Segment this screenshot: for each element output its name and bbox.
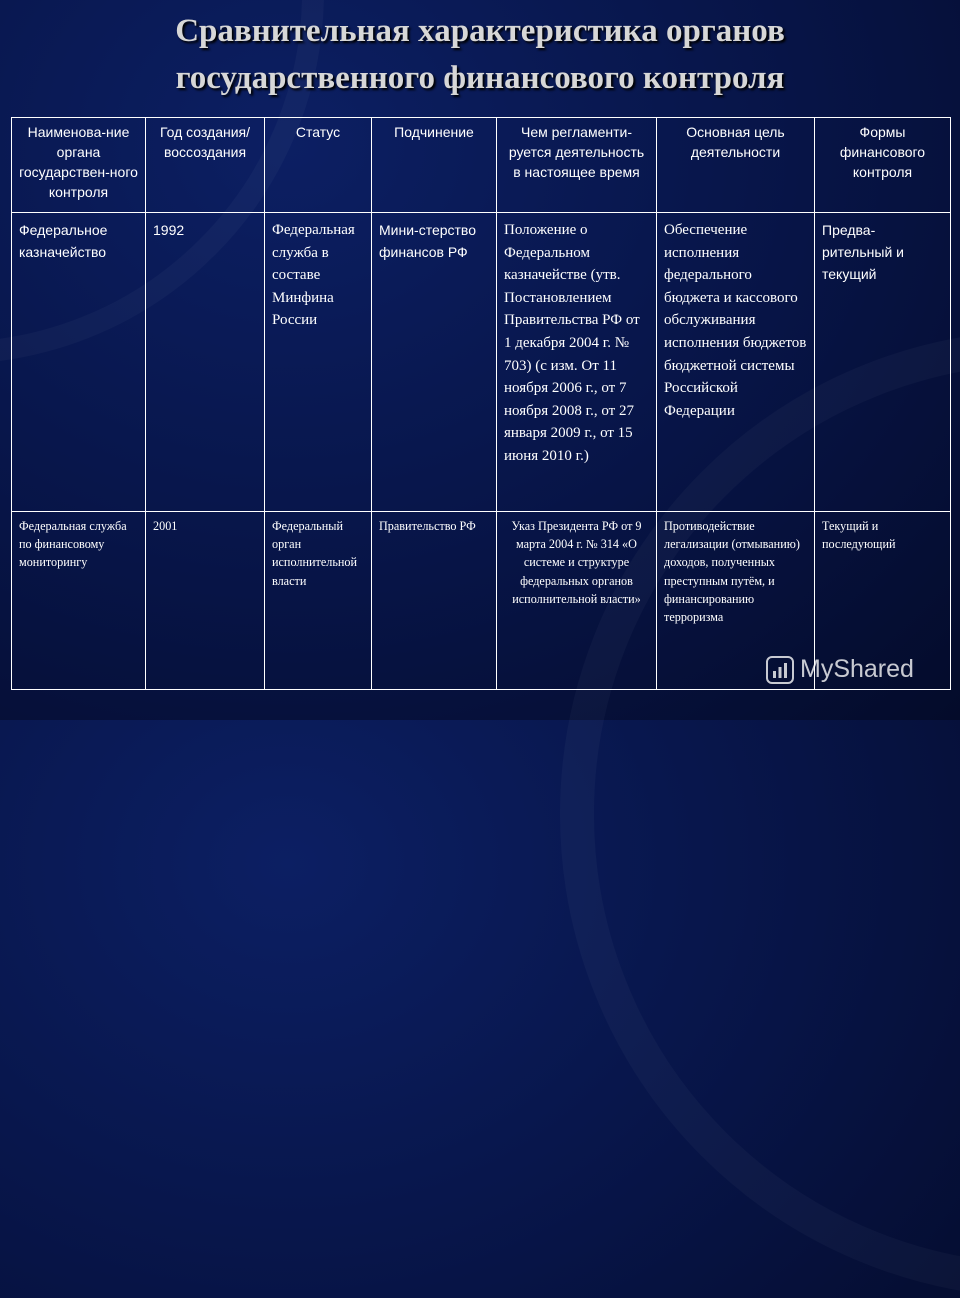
myshared-logo-icon [766, 656, 794, 684]
header-cell-goal: Основная цель деятельности [657, 118, 815, 213]
table-row [12, 213, 951, 512]
slide-title-line-2: государственного финансового контроля [175, 60, 785, 96]
slide-title [0, 8, 960, 102]
table-cell: Текущий и последующий [815, 512, 951, 690]
table-cell: Федеральная служба по финансовому мониторингу [12, 512, 146, 690]
table-cell: Мини-стерство финансов РФ [372, 213, 497, 512]
header-cell-forms: Формы финансового контроля [815, 118, 951, 213]
table-cell: Указ Президента РФ от 9 марта 2004 г. № 314 «О системе и структуре федеральных органов исполнительной власти» [497, 512, 657, 690]
table-cell: 1992 [146, 213, 265, 512]
table-cell: Федеральная служба в составе Минфина России [265, 213, 372, 512]
watermark-text: MyShared [800, 655, 914, 683]
table-cell: Противодействие легализации (отмыванию) доходов, полученных преступным путём, и финансированию терроризма [657, 512, 815, 690]
table-cell: Положение о Федеральном казначействе (утв. Постановлением Правительства РФ от 1 декабря 2004 г. № 703) (с изм. От 11 ноября 2006 г., от 7 ноября 2008 г., от 27 января 2009 г., от 15 июня 2010 г.) [497, 213, 657, 512]
table-cell: Федеральное казначейство [12, 213, 146, 512]
header-cell-subordination: Подчинение [372, 118, 497, 213]
table-cell: 2001 [146, 512, 265, 690]
header-cell-status: Статус [265, 118, 372, 213]
table-cell: Правительство РФ [372, 512, 497, 690]
slide-title-line-1: Сравнительная характеристика органов [175, 13, 785, 49]
table-cell: Федеральный орган исполнительной власти [265, 512, 372, 690]
myshared-watermark [766, 655, 914, 684]
table-cell: Обеспечение исполнения федерального бюджета и кассового обслуживания исполнения бюджетов бюджетной системы Российской Федерации [657, 213, 815, 512]
header-cell-name: Наименова-ние органа государствен-ного контроля [12, 118, 146, 213]
table-cell: Предва-рительный и текущий [815, 213, 951, 512]
table-header-row [12, 118, 951, 213]
header-cell-year: Год создания/ воссоздания [146, 118, 265, 213]
header-cell-regulation: Чем регламенти-руется деятельность в настоящее время [497, 118, 657, 213]
comparison-table [11, 117, 951, 690]
